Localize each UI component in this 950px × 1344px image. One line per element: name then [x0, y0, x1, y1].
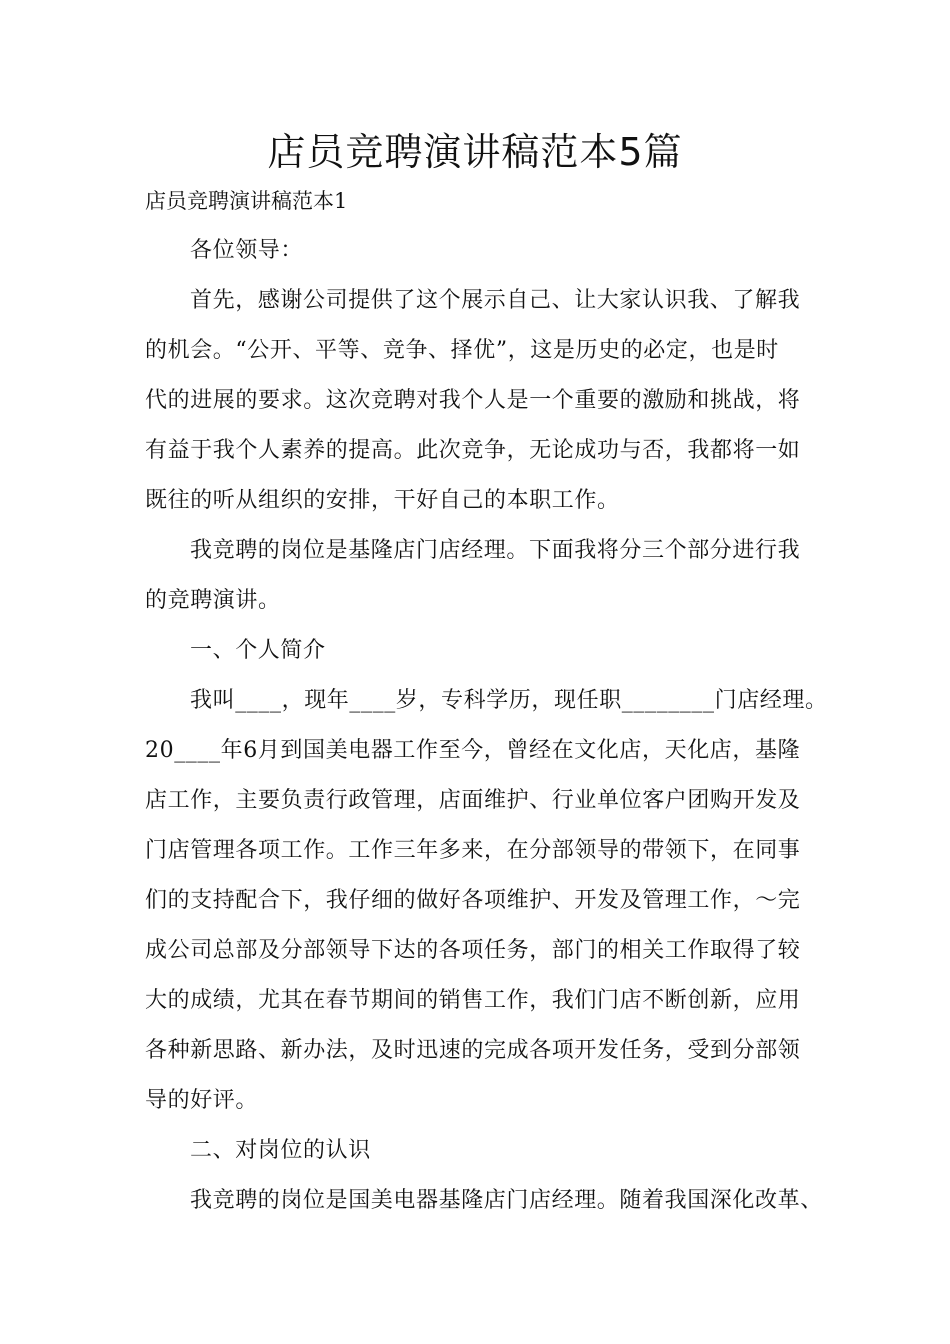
section-heading-1: 一、个人简介	[190, 638, 326, 663]
paragraph-line: 的机会。“公开、平等、竞争、择优”，这是历史的必定，也是时	[145, 338, 779, 363]
paragraph-line: 导的好评。	[145, 1088, 259, 1113]
paragraph-line: 门店管理各项工作。工作三年多来，在分部领导的带领下，在同事	[145, 838, 801, 863]
paragraph-line: 们的支持配合下，我仔细的做好各项维护、开发及管理工作，～完	[145, 888, 801, 913]
paragraph-line: 的竞聘演讲。	[145, 588, 281, 613]
paragraph-line: 既往的听从组织的安排，干好自己的本职工作。	[145, 488, 620, 513]
salutation: 各位领导：	[190, 238, 304, 263]
paragraph-line: 代的进展的要求。这次竞聘对我个人是一个重要的激励和挑战，将	[145, 388, 801, 413]
paragraph-line: 有益于我个人素养的提高。此次竞争，无论成功与否，我都将一如	[145, 438, 801, 463]
paragraph-line: 成公司总部及分部领导下达的各项任务，部门的相关工作取得了较	[145, 938, 801, 963]
paragraph-line: 20____年6月到国美电器工作至今，曾经在文化店，天化店，基隆	[145, 738, 801, 763]
paragraph-line: 各种新思路、新办法，及时迅速的完成各项开发任务，受到分部领	[145, 1038, 801, 1063]
paragraph-line: 店工作，主要负责行政管理，店面维护、行业单位客户团购开发及	[145, 788, 801, 813]
paragraph-line: 我叫____，现年____岁，专科学历，现任职________门店经理。	[190, 688, 828, 713]
paragraph-line: 我竞聘的岗位是基隆店门店经理。下面我将分三个部分进行我	[190, 538, 801, 563]
paragraph-line: 大的成绩，尤其在春节期间的销售工作，我们门店不断创新，应用	[145, 988, 801, 1013]
paragraph-line: 首先，感谢公司提供了这个展示自己、让大家认识我、了解我	[190, 288, 801, 313]
document-title: 店员竞聘演讲稿范本5篇	[267, 130, 683, 174]
paragraph-line: 我竞聘的岗位是国美电器基隆店门店经理。随着我国深化改革、	[190, 1188, 823, 1213]
section-heading-2: 二、对岗位的认识	[190, 1138, 371, 1163]
section-subtitle: 店员竞聘演讲稿范本1	[145, 189, 348, 213]
